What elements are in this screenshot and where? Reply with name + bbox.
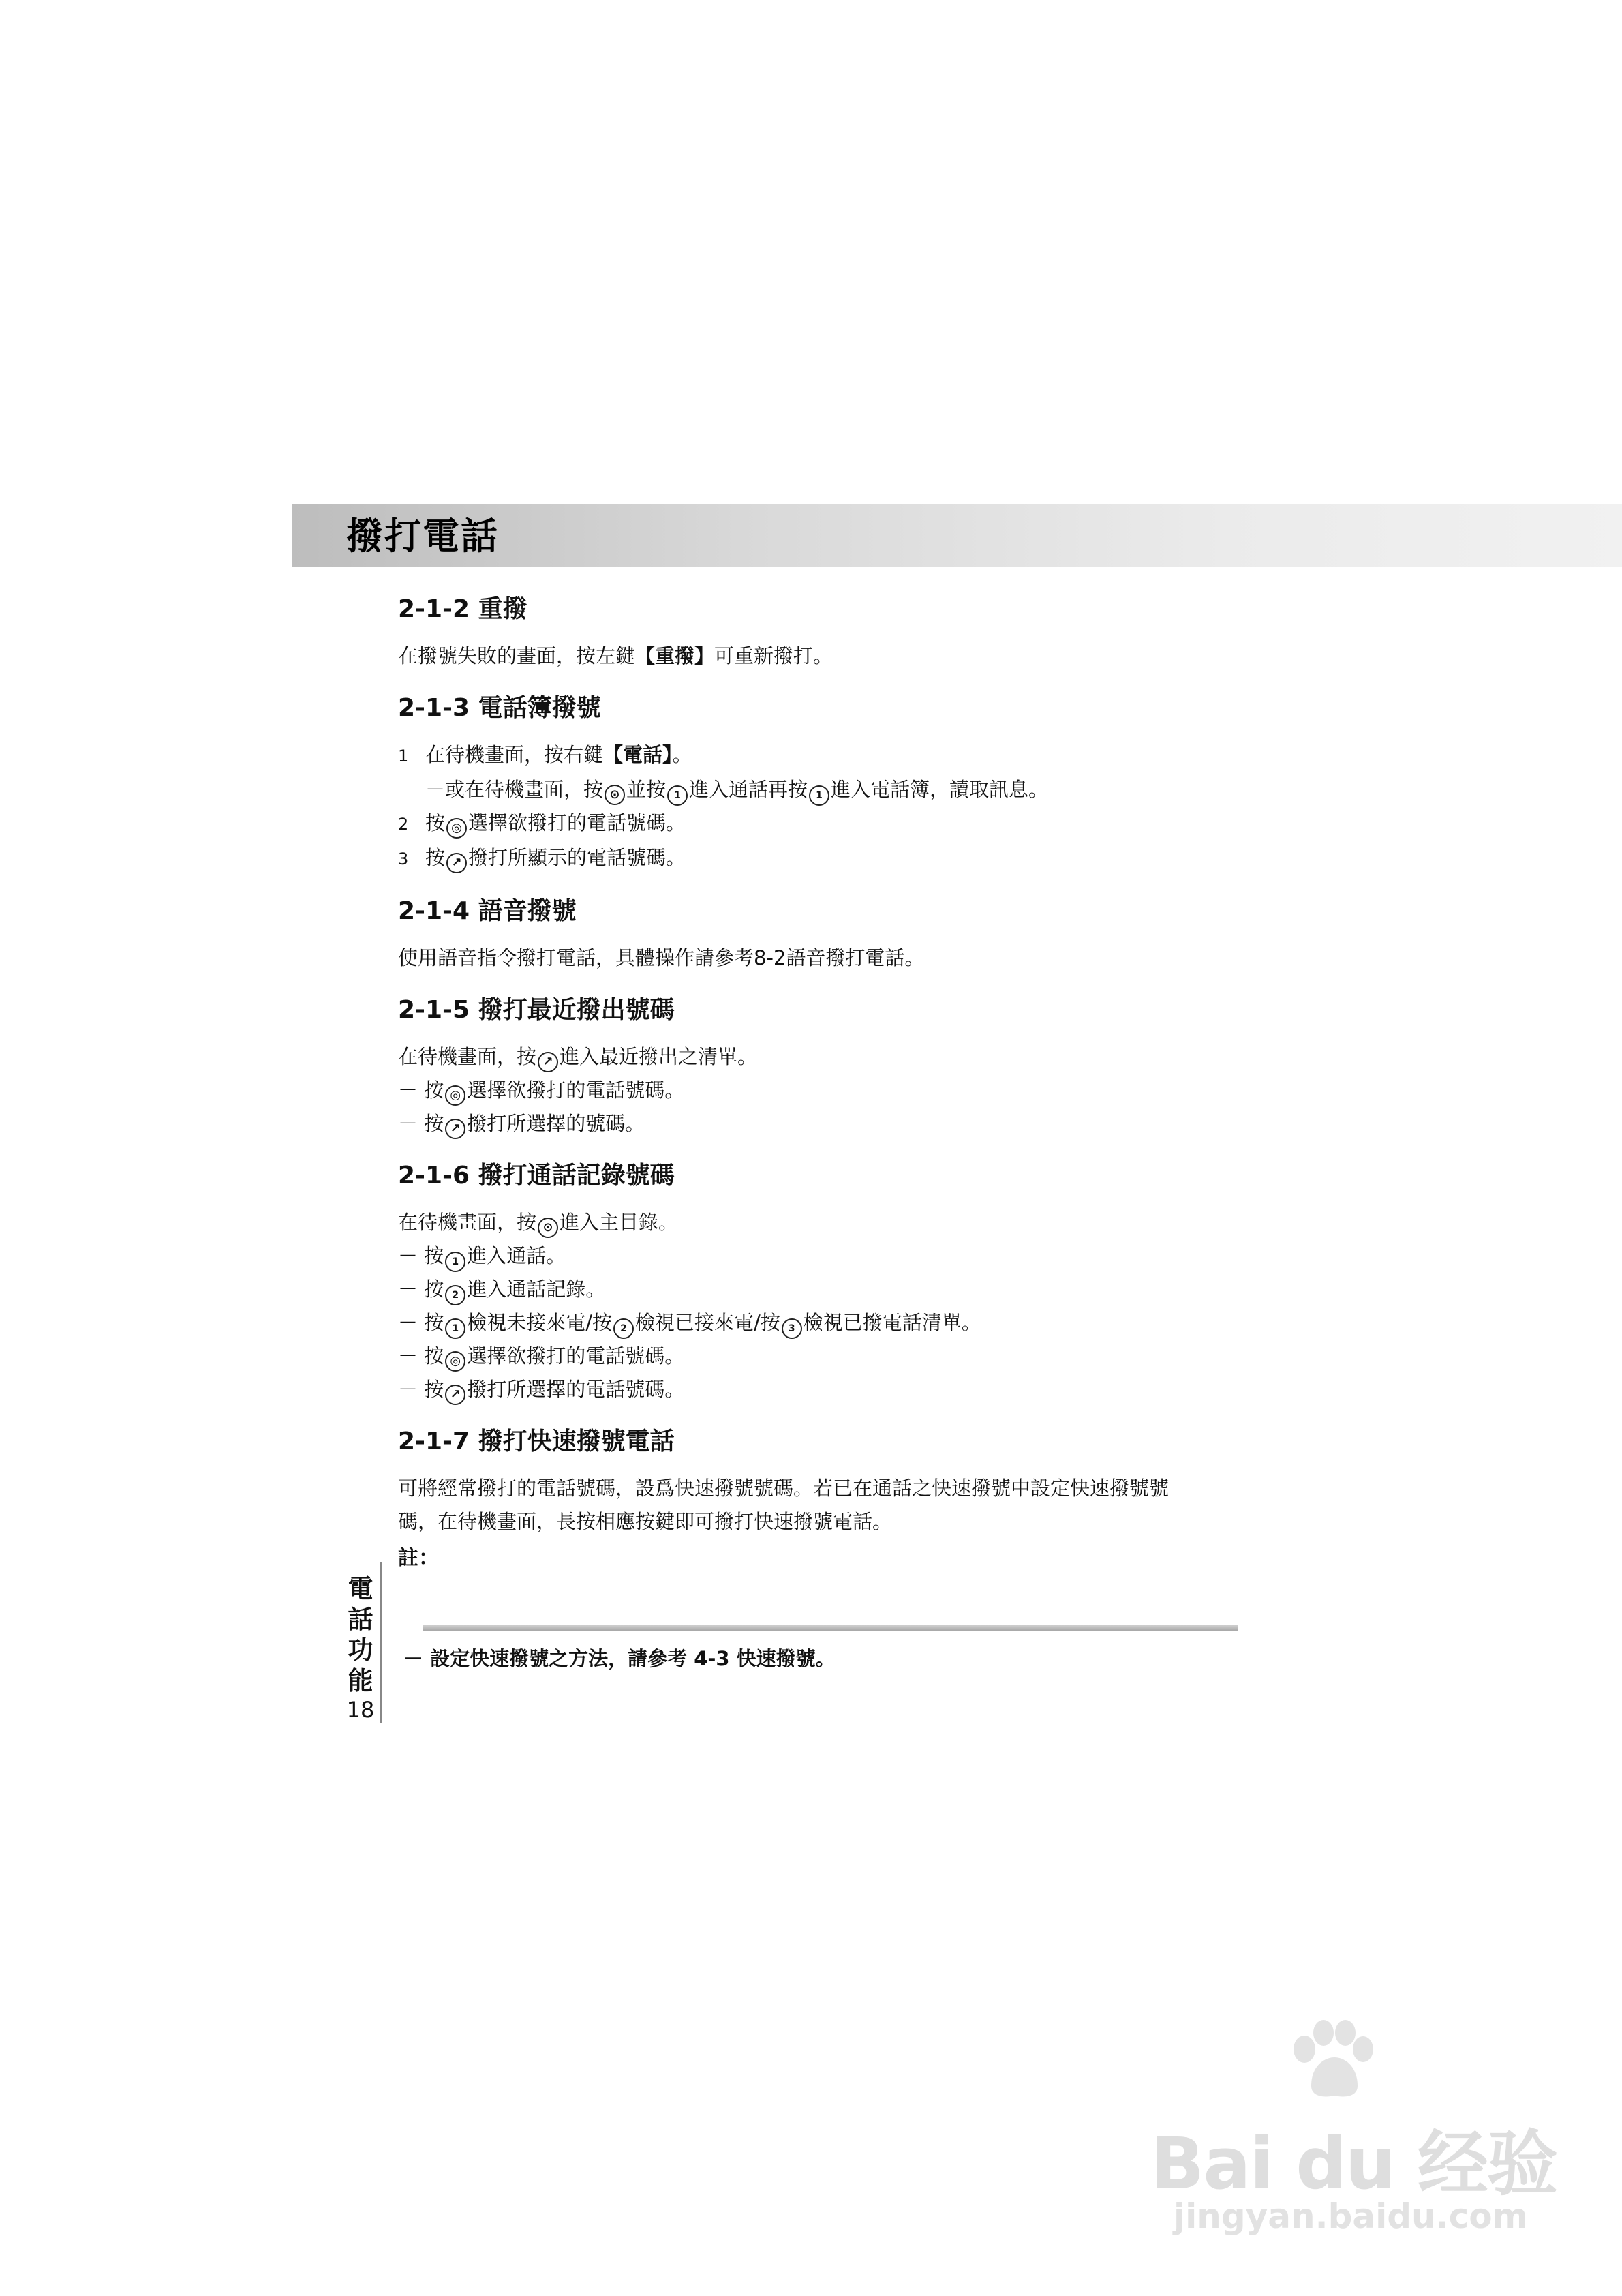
baidu-watermark — [1150, 2018, 1557, 2250]
step-number: 3 — [398, 849, 409, 868]
page-title: 撥打電話 — [346, 515, 499, 558]
text-fragment: 在撥號失敗的畫面，按左鍵 — [398, 644, 636, 667]
text-line — [398, 1040, 1236, 1074]
text-fragment: － 按 — [398, 1244, 444, 1267]
text-fragment: 按 — [425, 846, 446, 869]
text-fragment: 在待機畫面，按右鍵 — [425, 743, 604, 766]
nav-center-key-icon: ⊙ — [605, 785, 625, 805]
text-fragment: 進入通話再按 — [689, 778, 808, 801]
section-call-log-dial — [398, 1158, 1236, 1406]
key-1-icon: 1 — [445, 1318, 465, 1339]
step-number: 2 — [398, 815, 409, 834]
section-heading: 2-1-6 撥打通話記錄號碼 — [398, 1162, 675, 1190]
nav-scroll-key-icon: ◎ — [445, 1351, 465, 1372]
step-1 — [398, 738, 1236, 773]
text-fragment: 撥打所選擇的號碼。 — [467, 1112, 645, 1135]
text-fragment: 進入電話簿，讀取訊息。 — [831, 778, 1049, 801]
step-3 — [398, 841, 1236, 876]
chapter-char: 能 — [348, 1666, 373, 1695]
text-fragment: 選擇欲撥打的電話號碼。 — [467, 1344, 685, 1368]
section-voice-dial — [398, 894, 1236, 975]
nav-scroll-key-icon: ◎ — [445, 1085, 465, 1106]
section-last-dialed — [398, 993, 1236, 1141]
key-2-icon: 2 — [613, 1318, 634, 1339]
watermark-brand: Bai du 经验 — [1150, 2122, 1557, 2205]
text-fragment: － 按 — [398, 1078, 444, 1102]
sidebar-divider — [380, 1562, 382, 1723]
section-phonebook-dial — [398, 691, 1236, 876]
watermark-url: jingyan.baidu.com — [1174, 2196, 1528, 2236]
page-number: 18 — [346, 1697, 375, 1723]
key-1-icon: 1 — [809, 785, 829, 806]
section-heading: 2-1-7 撥打快速撥號電話 — [398, 1428, 675, 1455]
key-2-icon: 2 — [445, 1285, 465, 1305]
send-key-icon: ↗ — [446, 853, 467, 873]
softkey-label: 【電話】 — [603, 743, 673, 766]
chapter-char: 話 — [348, 1605, 373, 1634]
text-line — [398, 1373, 1236, 1406]
text-fragment: －或在待機畫面，按 — [425, 778, 604, 801]
key-1-icon: 1 — [667, 785, 688, 806]
send-key-icon: ↗ — [445, 1119, 465, 1139]
send-key-icon: ↗ — [445, 1385, 465, 1405]
text-line — [398, 1107, 1236, 1141]
text-line — [398, 1074, 1236, 1107]
text-fragment: 進入最近撥出之清單。 — [560, 1045, 758, 1068]
section-speed-dial — [398, 1424, 1236, 1574]
text-fragment: 撥打所選擇的電話號碼。 — [467, 1378, 685, 1401]
section-heading: 2-1-3 電話簿撥號 — [398, 694, 601, 722]
step-2 — [398, 806, 1236, 841]
text-fragment: 並按 — [626, 778, 667, 801]
paragraph-line: 可將經常撥打的電話號碼，設爲快速撥號號碼。若已在通話之快速撥號中設定快速撥號號 — [398, 1477, 1169, 1500]
paragraph-line: 碼，在待機畫面，長按相應按鍵即可撥打快速撥號電話。 — [398, 1510, 893, 1533]
text-line — [398, 1340, 1236, 1373]
chapter-label — [345, 1573, 376, 1696]
paragraph: 使用語音指令撥打電話，具體操作請參考8-2語音撥打電話。 — [398, 946, 925, 969]
chapter-char: 電 — [348, 1574, 373, 1603]
step-1-alt — [398, 773, 1236, 806]
text-fragment: 。 — [672, 743, 692, 766]
note-label: 註： — [398, 1546, 439, 1570]
section-heading: 2-1-5 撥打最近撥出號碼 — [398, 996, 675, 1024]
paw-icon — [1284, 2018, 1379, 2100]
text-line — [398, 639, 1236, 673]
text-fragment: 選擇欲撥打的電話號碼。 — [467, 1078, 685, 1102]
nav-center-key-icon: ⊙ — [538, 1218, 558, 1238]
nav-scroll-key-icon: ◎ — [446, 818, 467, 839]
text-fragment: 在待機畫面，按 — [398, 1045, 537, 1068]
key-1-icon: 1 — [445, 1252, 465, 1272]
text-fragment: 檢視未接來電/按 — [467, 1311, 612, 1334]
text-line — [398, 1306, 1236, 1340]
step-number: 1 — [398, 746, 409, 766]
chapter-sidebar — [345, 1573, 376, 1723]
chapter-char: 功 — [348, 1635, 373, 1665]
text-fragment: － 按 — [398, 1278, 444, 1301]
text-fragment: － 按 — [398, 1378, 444, 1401]
section-heading: 2-1-4 語音撥號 — [398, 897, 577, 925]
softkey-label: 【重撥】 — [635, 644, 715, 667]
text-fragment: 檢視已接來電/按 — [635, 1311, 780, 1334]
text-line — [398, 1273, 1236, 1306]
section-redial — [398, 592, 1236, 673]
text-fragment: 進入主目錄。 — [560, 1211, 679, 1234]
key-3-icon: 3 — [782, 1318, 802, 1339]
text-fragment: 進入通話。 — [467, 1244, 566, 1267]
note-text: － 設定快速撥號之方法，請參考 4-3 快速撥號。 — [403, 1647, 836, 1670]
text-line — [398, 1206, 1236, 1239]
text-fragment: － 按 — [398, 1344, 444, 1368]
text-fragment: － 按 — [398, 1311, 444, 1334]
text-fragment: － 按 — [398, 1112, 444, 1135]
main-content — [398, 592, 1236, 1592]
text-fragment: 撥打所顯示的電話號碼。 — [468, 846, 686, 869]
send-key-icon: ↗ — [538, 1052, 558, 1072]
text-fragment: 進入通話記錄。 — [467, 1278, 606, 1301]
text-fragment: 按 — [425, 811, 446, 834]
text-line — [398, 1239, 1236, 1273]
section-heading: 2-1-2 重撥 — [398, 595, 527, 623]
note-divider — [423, 1625, 1238, 1631]
text-fragment: 檢視已撥電話清單。 — [803, 1311, 981, 1334]
text-fragment: 選擇欲撥打的電話號碼。 — [468, 811, 686, 834]
text-fragment: 可重新撥打。 — [714, 644, 833, 667]
text-fragment: 在待機畫面，按 — [398, 1211, 537, 1234]
